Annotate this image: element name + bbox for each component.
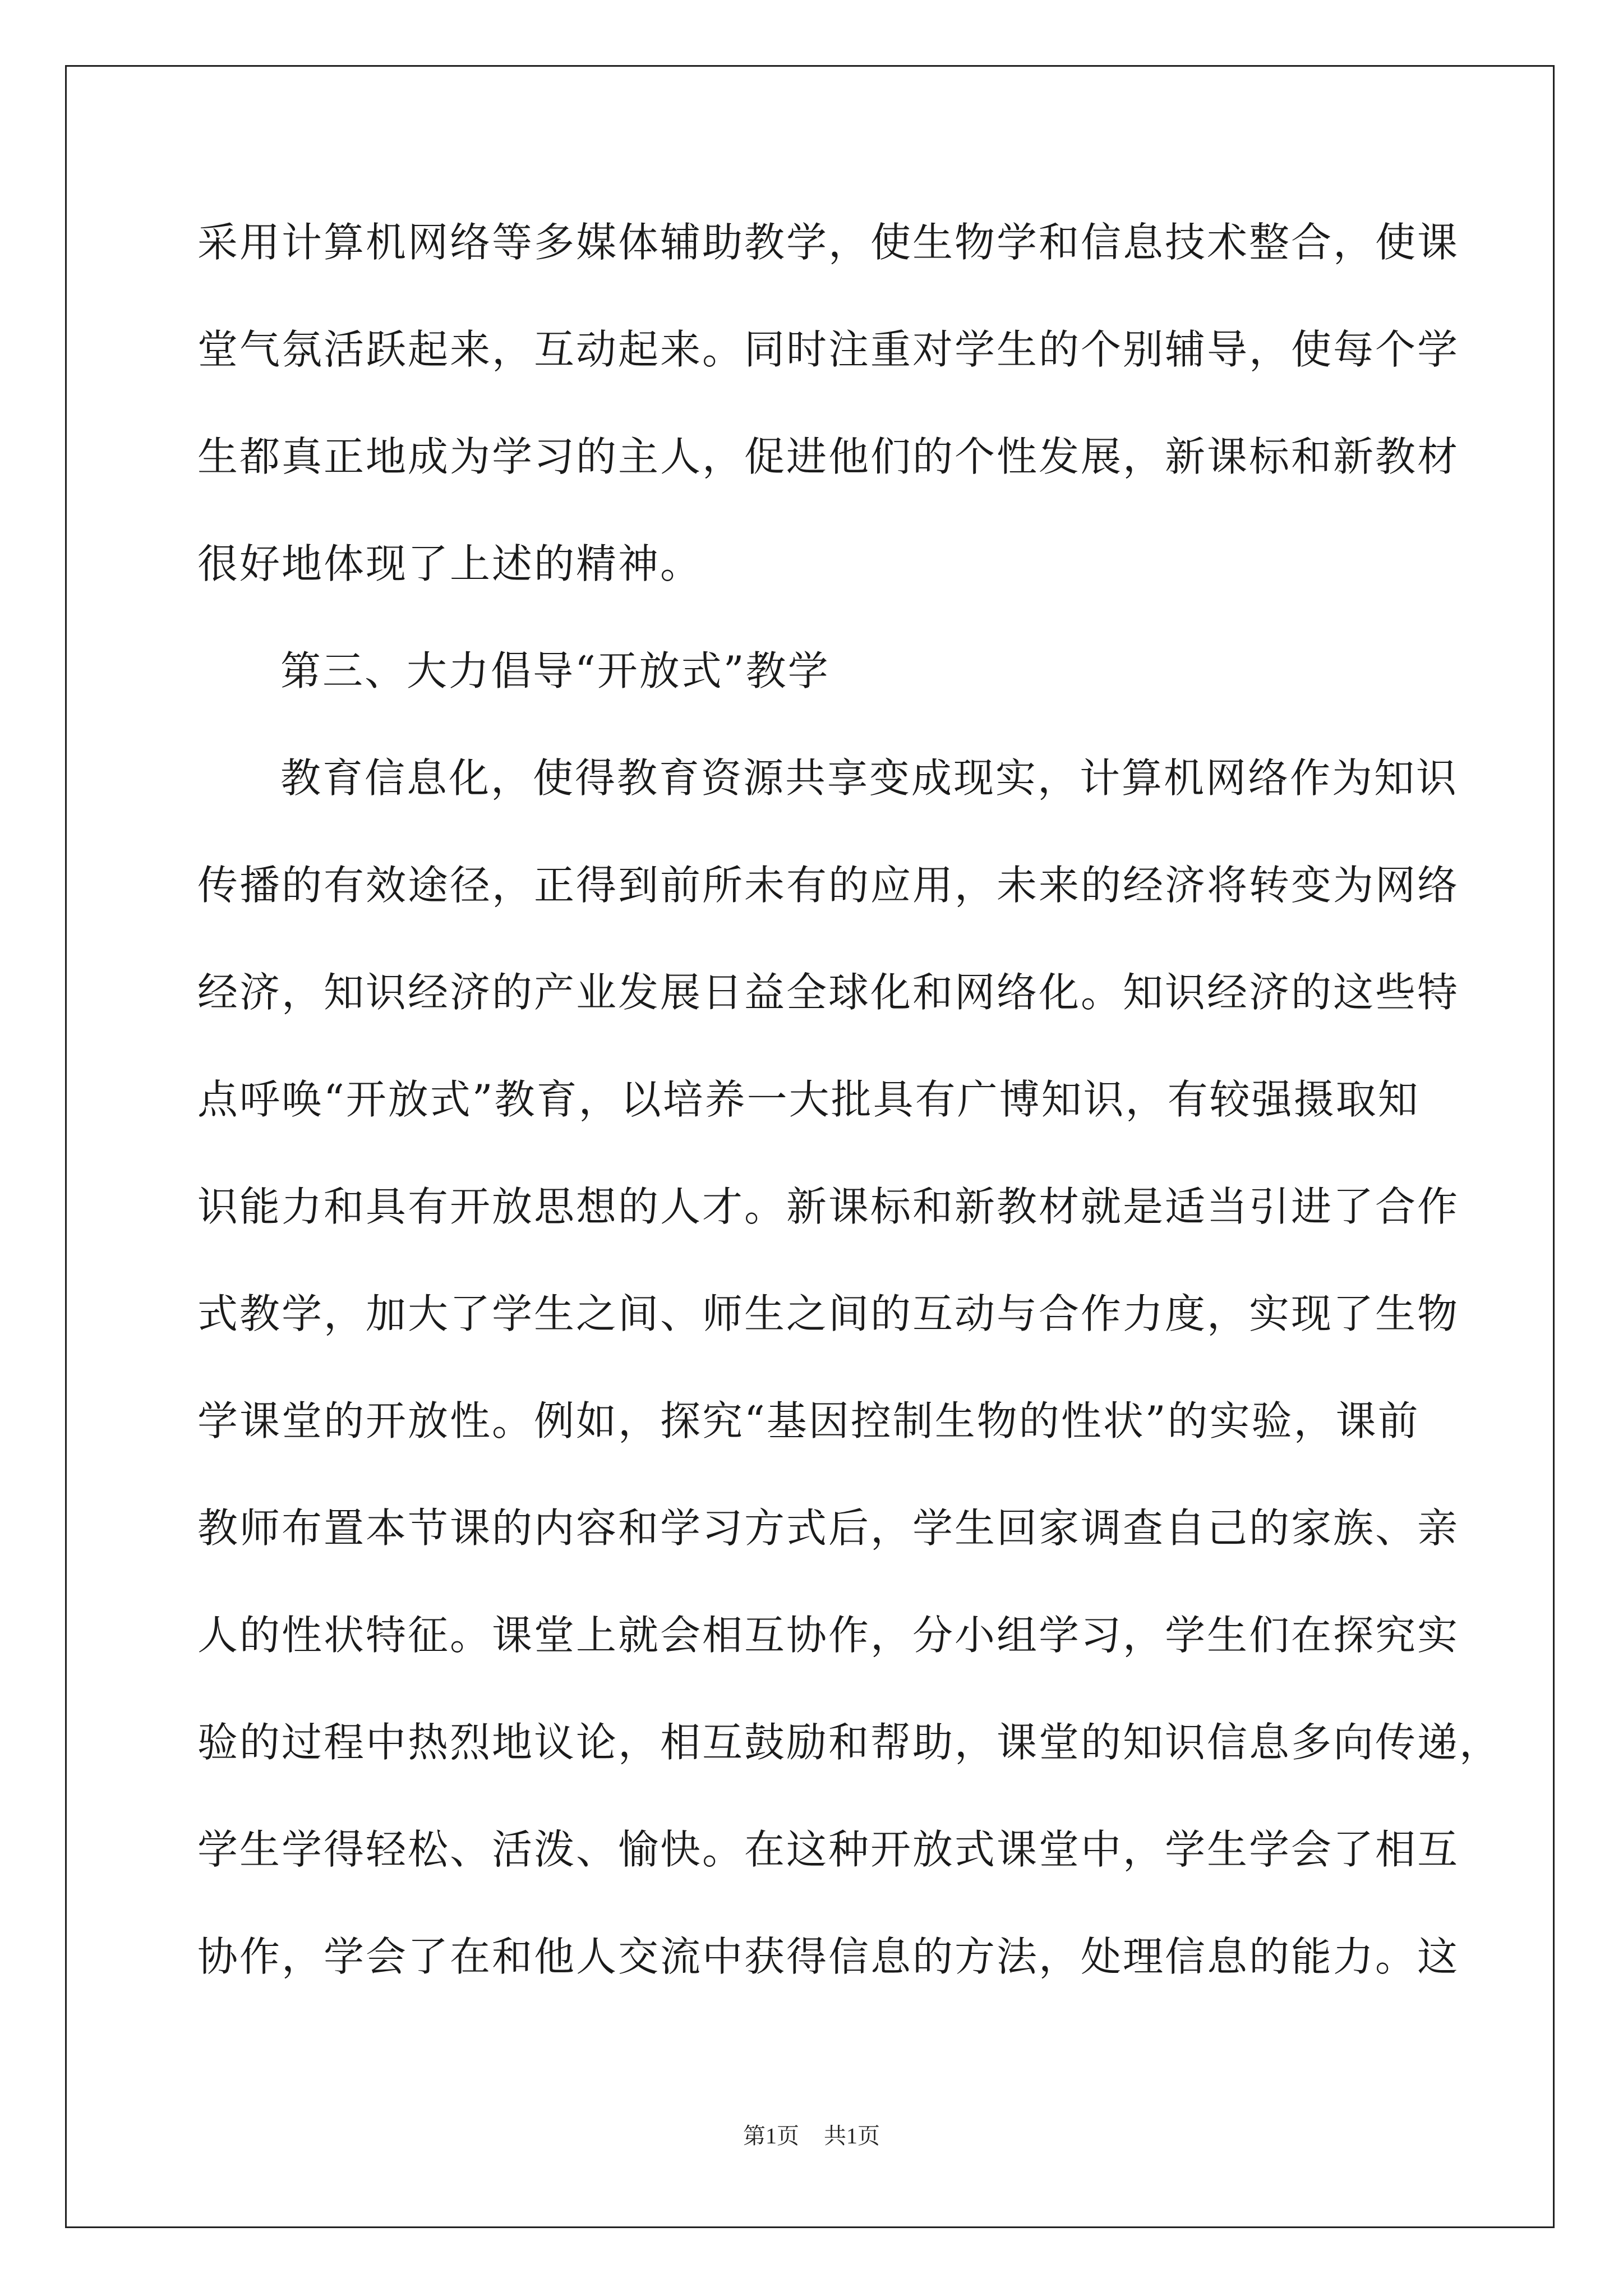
section-heading: 第三、大力倡导“开放式”教学 <box>280 647 830 694</box>
page-border <box>65 65 1555 2228</box>
page-number: 第1页 <box>743 2123 799 2148</box>
text-line: 学生学得轻松、活泼、愉快。在这种开放式课堂中，学生学会了相互 <box>197 1826 1460 1873</box>
text-line: 教师布置本节课的内容和学习方式后，学生回家调查自己的家族、亲 <box>197 1504 1460 1552</box>
text-line: 经济，知识经济的产业发展日益全球化和网络化。知识经济的这些特 <box>197 969 1460 1016</box>
text-line: 验的过程中热烈地议论，相互鼓励和帮助，课堂的知识信息多向传递， <box>197 1719 1502 1766</box>
text-line: 学课堂的开放性。例如，探究“基因控制生物的性状”的实验，课前 <box>197 1397 1420 1444</box>
text-line: 生都真正地成为学习的主人，促进他们的个性发展，新课标和新教材 <box>197 433 1460 480</box>
text-line: 很好地体现了上述的精神。 <box>197 540 703 587</box>
text-line: 教育信息化，使得教育资源共享变成现实，计算机网络作为知识 <box>280 754 1459 802</box>
text-line: 传播的有效途径，正得到前所未有的应用，未来的经济将转变为网络 <box>197 862 1460 909</box>
text-line: 点呼唤“开放式”教育，以培养一大批具有广博知识，有较强摄取知 <box>197 1076 1420 1123</box>
text-line: 式教学，加大了学生之间、师生之间的互动与合作力度，实现了生物 <box>197 1290 1460 1337</box>
text-line: 人的性状特征。课堂上就会相互协作，分小组学习，学生们在探究实 <box>197 1612 1460 1659</box>
text-line: 采用计算机网络等多媒体辅助教学，使生物学和信息技术整合，使课 <box>197 219 1460 266</box>
text-line: 堂气氛活跃起来，互动起来。同时注重对学生的个别辅导，使每个学 <box>197 326 1460 373</box>
text-line: 识能力和具有开放思想的人才。新课标和新教材就是适当引进了合作 <box>197 1183 1460 1230</box>
page-total: 共1页 <box>824 2123 880 2148</box>
text-line: 协作，学会了在和他人交流中获得信息的方法，处理信息的能力。这 <box>197 1933 1460 1980</box>
page-footer <box>0 2122 1623 2150</box>
